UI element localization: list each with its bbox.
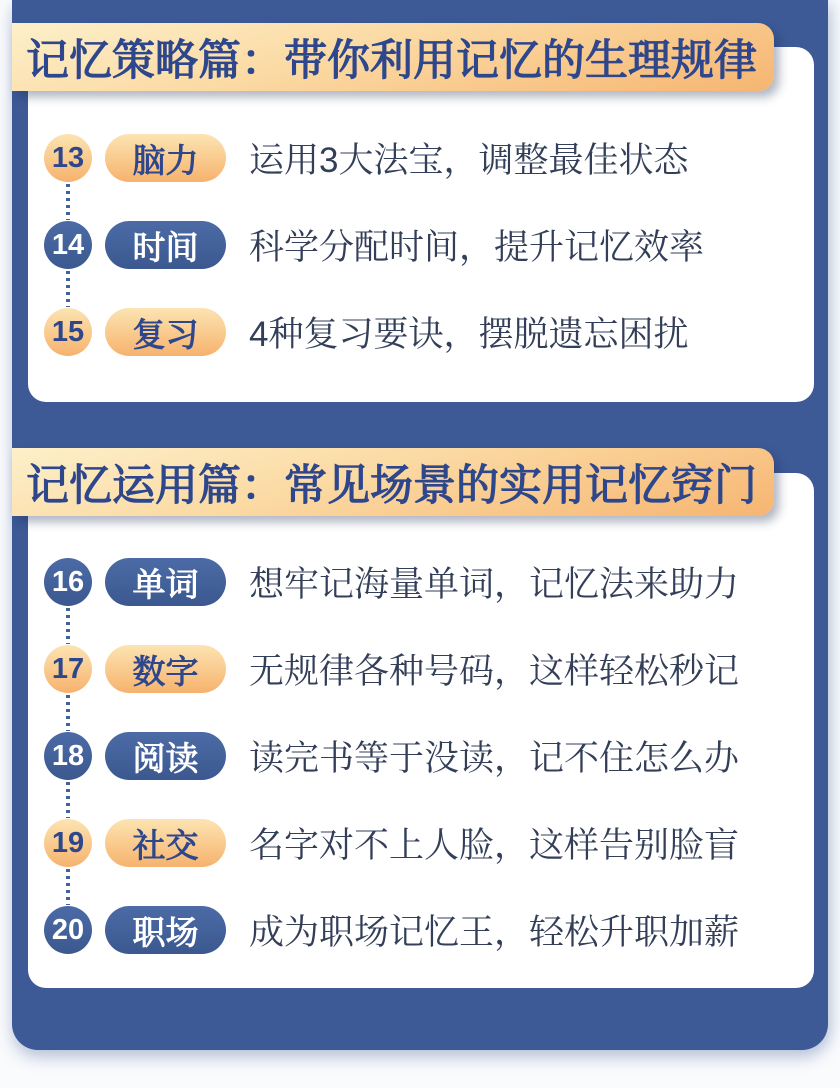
lesson-number-badge: 18 (44, 732, 92, 780)
dotted-connector (66, 271, 70, 307)
lesson-topic-pill: 复习 (105, 308, 226, 356)
lesson-topic-pill: 脑力 (105, 134, 226, 182)
section-1-lesson-list (28, 47, 814, 356)
lesson-number-badge: 13 (44, 134, 92, 182)
lesson-item-18 (28, 732, 814, 780)
lesson-item-16 (28, 558, 814, 606)
lesson-number-badge: 19 (44, 819, 92, 867)
lesson-topic-pill: 社交 (105, 819, 226, 867)
dotted-connector (66, 782, 70, 818)
lesson-topic-pill: 时间 (105, 221, 226, 269)
lesson-topic-pill: 阅读 (105, 732, 226, 780)
section-2-header (12, 448, 774, 516)
lesson-number-badge: 14 (44, 221, 92, 269)
lesson-number-badge: 16 (44, 558, 92, 606)
lesson-number-badge: 17 (44, 645, 92, 693)
lesson-item-17 (28, 645, 814, 693)
lesson-topic-pill: 数字 (105, 645, 226, 693)
dotted-connector (66, 695, 70, 731)
dotted-connector (66, 184, 70, 220)
lesson-description: 科学分配时间，提升记忆效率 (249, 228, 705, 267)
section-2-card (28, 473, 814, 988)
lesson-item-15 (28, 308, 814, 356)
dotted-connector (66, 608, 70, 644)
lesson-description: 想牢记海量单词，记忆法来助力 (249, 565, 740, 604)
lesson-description: 运用3大法宝，调整最佳状态 (249, 141, 689, 180)
lesson-item-20 (28, 906, 814, 954)
lesson-description: 成为职场记忆王，轻松升职加薪 (249, 913, 740, 952)
lesson-item-19 (28, 819, 814, 867)
section-2-lesson-list (28, 473, 814, 954)
lesson-description: 4种复习要诀，摆脱遗忘困扰 (249, 315, 689, 354)
lesson-item-13 (28, 134, 814, 182)
section-2-title: 记忆运用篇：常见场景的实用记忆窍门 (26, 461, 757, 510)
dotted-connector (66, 869, 70, 905)
lesson-item-14 (28, 221, 814, 269)
lesson-topic-pill: 单词 (105, 558, 226, 606)
section-1-header (12, 23, 774, 91)
lesson-description: 读完书等于没读，记不住怎么办 (249, 739, 740, 778)
section-1-card (28, 47, 814, 402)
lesson-number-badge: 15 (44, 308, 92, 356)
lesson-topic-pill: 职场 (105, 906, 226, 954)
lesson-description: 名字对不上人脸，这样告别脸盲 (249, 826, 740, 865)
section-1-title: 记忆策略篇：带你利用记忆的生理规律 (26, 36, 757, 85)
poster-background (12, 0, 828, 1050)
lesson-description: 无规律各种号码，这样轻松秒记 (249, 652, 740, 691)
lesson-number-badge: 20 (44, 906, 92, 954)
